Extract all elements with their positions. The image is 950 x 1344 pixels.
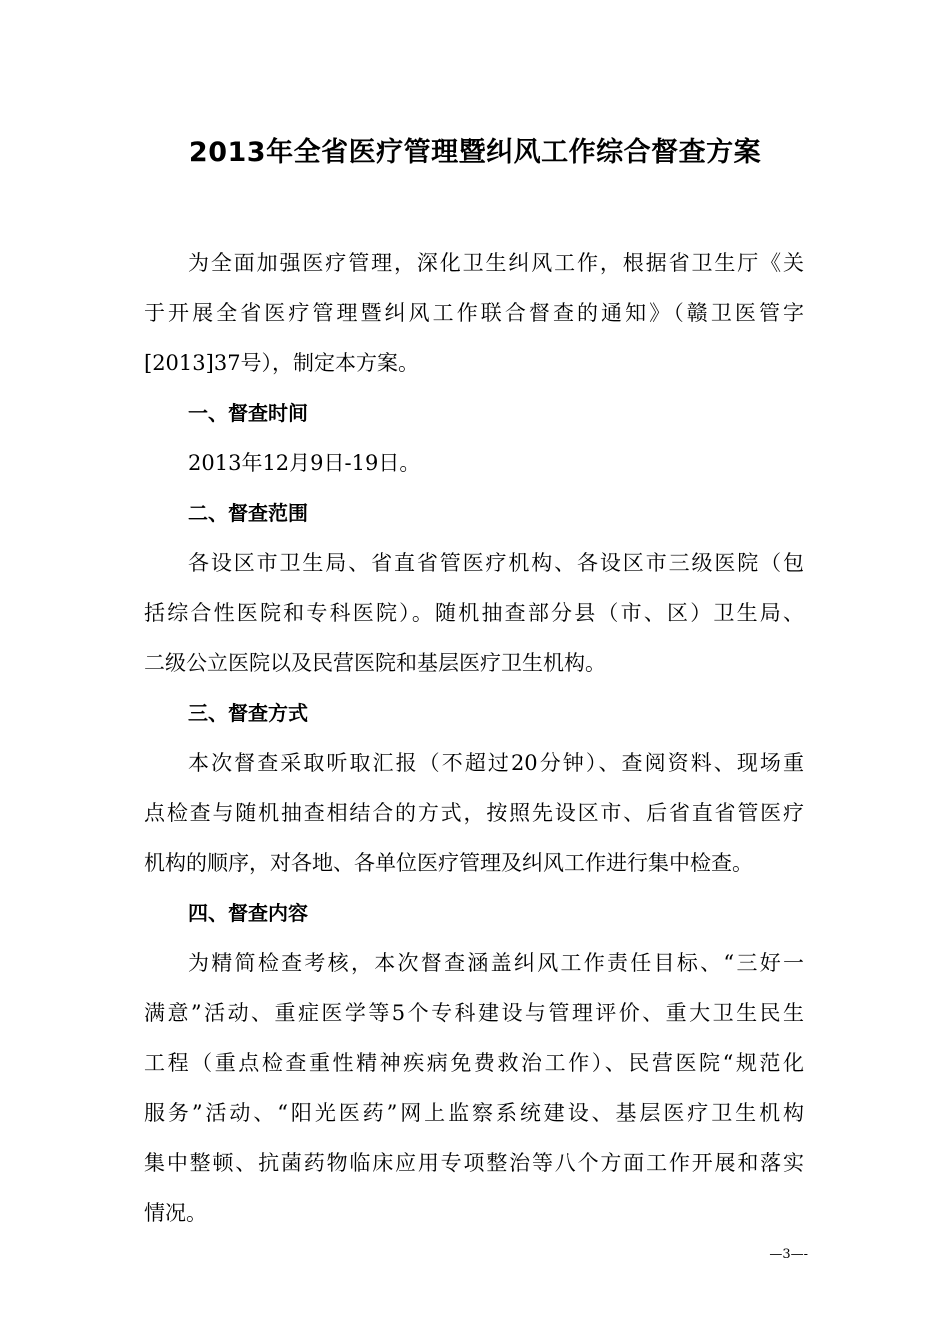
section-line: 工程（重点检查重性精神疾病免费救治工作）、民营医院“规范化 [144, 1051, 804, 1075]
section-line: 点检查与随机抽查相结合的方式，按照先设区市、后省直省管医疗 [144, 801, 804, 825]
section-content [144, 888, 804, 1238]
section-line: 集中整顿、抗菌药物临床应用专项整治等八个方面工作开展和落实 [144, 1151, 804, 1175]
section-line: 二级公立医院以及民营医院和基层医疗卫生机构。 [144, 651, 606, 675]
section-heading: 二、督查范围 [188, 501, 308, 525]
section-method [144, 688, 804, 888]
section-line: 服务”活动、“阳光医药”网上监察系统建设、基层医疗卫生机构 [144, 1101, 804, 1125]
document-body [144, 238, 804, 1238]
document-title: 2013年全省医疗管理暨纠风工作综合督查方案 [188, 137, 762, 168]
section-line: 本次督查采取听取汇报（不超过20分钟）、查阅资料、现场重 [188, 751, 804, 775]
section-line: 为精简检查考核，本次督查涵盖纠风工作责任目标、“三好一 [188, 951, 804, 975]
section-scope [144, 488, 804, 688]
section-line: 机构的顺序，对各地、各单位医疗管理及纠风工作进行集中检查。 [144, 851, 753, 875]
section-line: 括综合性医院和专科医院）。随机抽查部分县（市、区）卫生局、 [144, 601, 804, 625]
section-line: 情况。 [144, 1201, 207, 1225]
intro-line-2: 于开展全省医疗管理暨纠风工作联合督查的通知》（赣卫医管字 [144, 301, 804, 325]
section-line: 满意”活动、重症医学等5个专科建设与管理评价、重大卫生民生 [144, 1001, 804, 1025]
page-number: —3—- [769, 1247, 808, 1262]
intro-line-1: 为全面加强医疗管理，深化卫生纠风工作，根据省卫生厅《关 [188, 251, 804, 275]
intro-paragraph [144, 238, 804, 388]
section-time [144, 388, 804, 488]
intro-line-3: [2013]37号），制定本方案。 [144, 351, 420, 375]
section-heading: 四、督查内容 [188, 901, 308, 925]
section-heading: 一、督查时间 [188, 401, 308, 425]
section-line: 各设区市卫生局、省直省管医疗机构、各设区市三级医院（包 [188, 551, 804, 575]
section-line: 2013年12月9日-19日。 [188, 451, 421, 475]
section-heading: 三、督查方式 [188, 701, 308, 725]
